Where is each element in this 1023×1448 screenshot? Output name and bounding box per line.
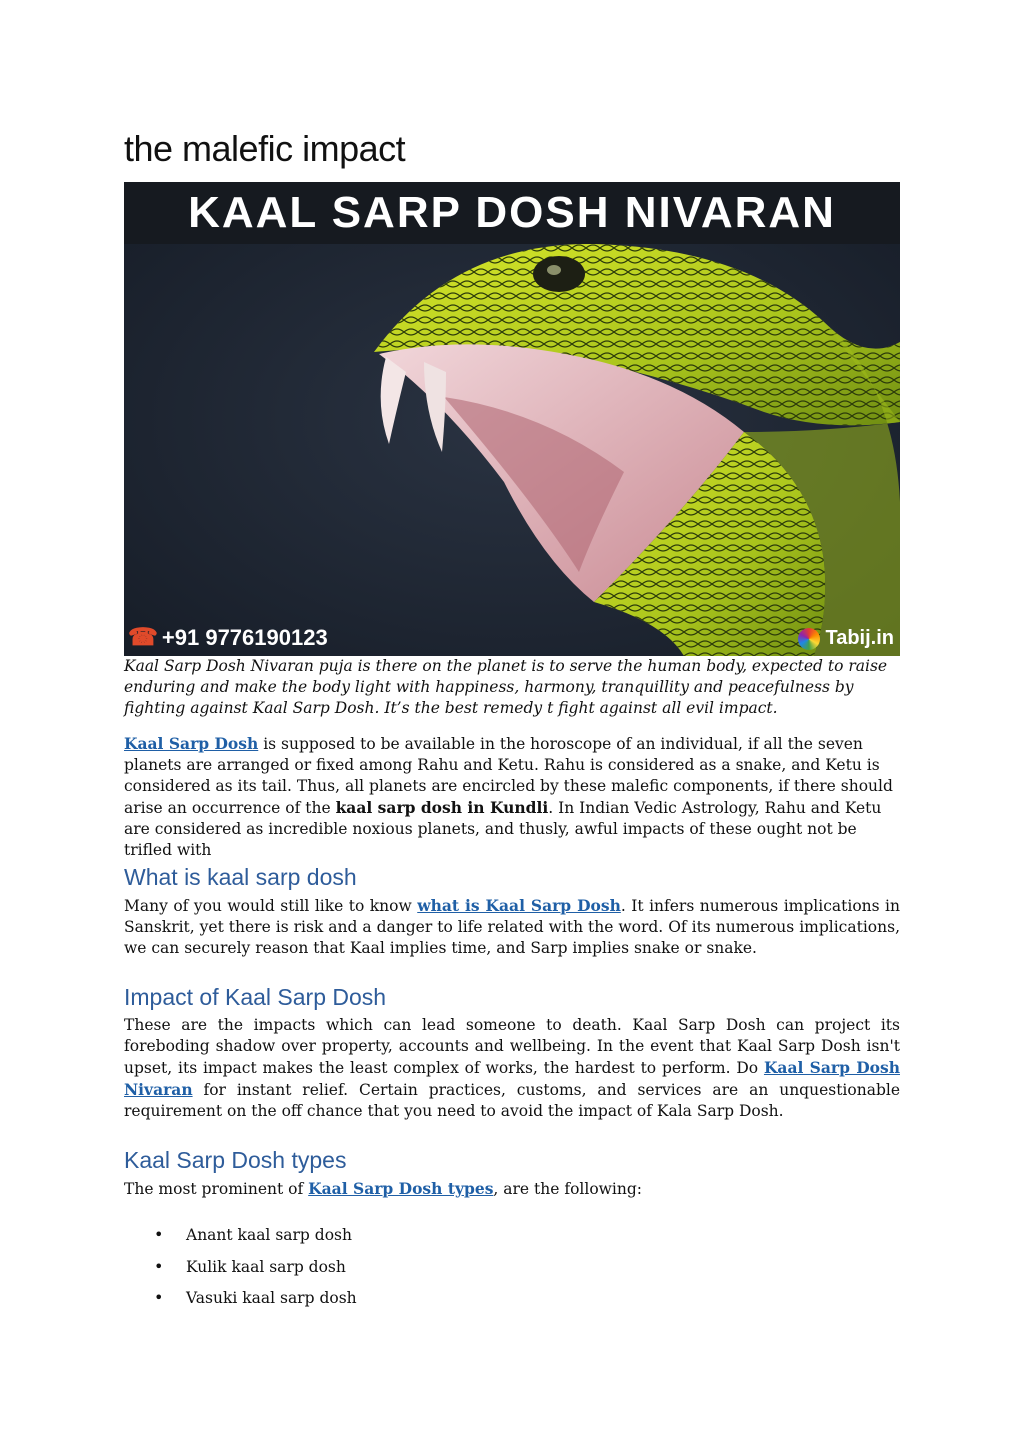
section-heading-what-is: What is kaal sarp dosh bbox=[124, 864, 357, 890]
hero-banner-text: KAAL SARP DOSH NIVARAN bbox=[124, 182, 900, 244]
list-item: • Anant kaal sarp dosh bbox=[124, 1222, 357, 1254]
snake-illustration bbox=[124, 182, 900, 656]
intro-paragraph bbox=[124, 733, 900, 861]
intro-text-1: is supposed to be available in the horoscope of an individual, if all the seven planets are arranged or fixed among Rahu and Ketu. Rahu is considered as a snake, and Ketu is considered as its tail. Thus, all planets are encircled by these malefic components, if there should arise an occurrence of the bbox=[124, 735, 893, 817]
impact-text-1: These are the impacts which can lead someone to death. Kaal Sarp Dosh can project its foreboding shadow over property, accounts and wellbeing. In the event that Kaal Sarp Dosh isn't upset, its impact makes the least complex of works, the hardest to perform. Do bbox=[124, 1016, 900, 1077]
types-text-2: , are the following: bbox=[493, 1180, 643, 1198]
page-title: the malefic impact bbox=[124, 128, 406, 169]
impact-paragraph bbox=[124, 1015, 900, 1122]
list-item: • Kulik kaal sarp dosh bbox=[124, 1254, 357, 1286]
hero-image bbox=[124, 182, 900, 656]
what-is-paragraph bbox=[124, 895, 900, 959]
section-heading-types: Kaal Sarp Dosh types bbox=[124, 1147, 347, 1173]
what-is-text-2: . It infers numerous implications in Sanskrit, yet there is risk and a danger to life related with the word. Of its numerous implications, we can securely reason that Kaal implies time, and Sarp implies snake or snake. bbox=[124, 897, 900, 957]
intro-bold-text: kaal sarp dosh in Kundli bbox=[335, 798, 549, 817]
phone-text: +91 9776190123 bbox=[161, 624, 328, 650]
list-item: • Vasuki kaal sarp dosh bbox=[124, 1285, 357, 1317]
impact-text-2: for instant relief. Certain practices, customs, and services are an unquestionable requirement on the off chance that you need to avoid the impact of Kala Sarp Dosh. bbox=[124, 1081, 900, 1120]
hero-phone-number bbox=[128, 623, 328, 652]
image-caption: Kaal Sarp Dosh Nivaran puja is there on the planet is to serve the human body, expected to raise enduring and make the body light with happiness, harmony, tranquillity and peacefulness by fighting against Kaal Sarp Dosh. It’s the best remedy t fight against all evil impact. bbox=[124, 657, 888, 717]
kaal-sarp-dosh-types-link[interactable]: Kaal Sarp Dosh types bbox=[308, 1179, 494, 1198]
intro-text-2: . In Indian Vedic Astrology, Rahu and Ketu are considered as incredible noxious planets, and thusly, awful impacts of these ought not be trifled with bbox=[124, 799, 882, 859]
tabij-logo-icon bbox=[798, 628, 820, 650]
phone-icon: ☎ bbox=[128, 624, 158, 651]
types-paragraph bbox=[124, 1178, 900, 1200]
types-text-1: The most prominent of bbox=[124, 1180, 309, 1198]
section-heading-impact: Impact of Kaal Sarp Dosh bbox=[124, 984, 387, 1010]
kaal-sarp-dosh-nivaran-link[interactable]: Kaal Sarp Dosh Nivaran bbox=[124, 1058, 900, 1099]
types-list bbox=[124, 1222, 357, 1317]
what-is-text-1: Many of you would still like to know bbox=[124, 897, 418, 915]
logo-text: Tabij.in bbox=[825, 627, 894, 649]
hero-logo bbox=[798, 627, 894, 650]
kaal-sarp-dosh-link[interactable]: Kaal Sarp Dosh bbox=[124, 734, 259, 753]
what-is-kaal-sarp-dosh-link[interactable]: what is Kaal Sarp Dosh bbox=[417, 896, 621, 915]
